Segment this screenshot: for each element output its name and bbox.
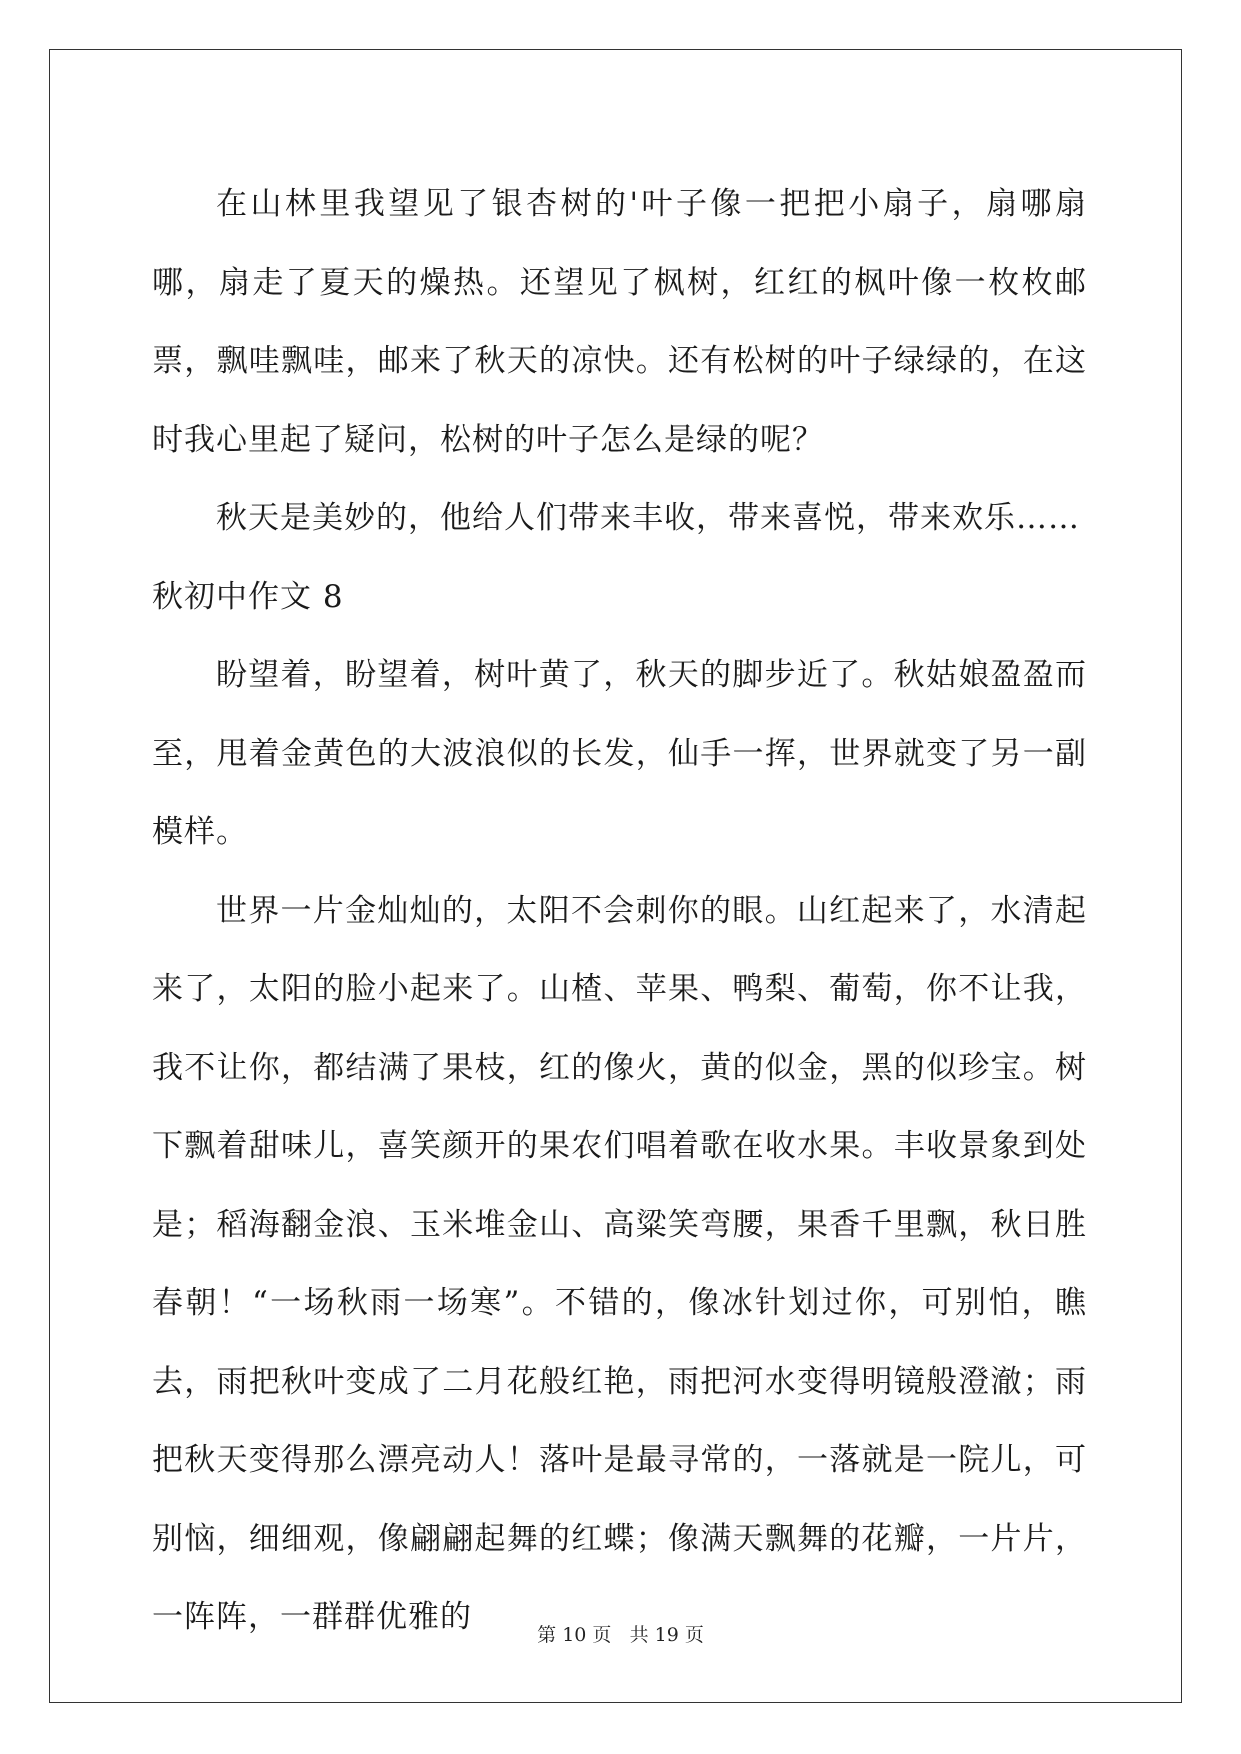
paragraph-autumn-arrives: 盼望着，盼望着，树叶黄了，秋天的脚步近了。秋姑娘盈盈而至，甩着金黄色的大波浪似的长发，仙手一挥，世界就变了另一副模样。 (152, 657, 1087, 850)
page-footer (0, 1620, 1241, 1647)
page-number: 第 10 页 (537, 1624, 612, 1646)
document-body (152, 165, 1087, 1657)
essay-heading: 秋初中作文 8 (152, 578, 344, 615)
paragraph-golden-world: 世界一片金灿灿的，太阳不会刺你的眼。山红起来了，水清起来了，太阳的脸小起来了。山楂、苹果、鸭梨、葡萄，你不让我，我不让你，都结满了果枝，红的像火，黄的似金，黑的似珍宝。树下飘着甜味儿，喜笑颜开的果农们唱着歌在收水果。丰收景象到处是；稻海翻金浪、玉米堆金山、高粱笑弯腰，果香千里飘，秋日胜春朝！“一场秋雨一场寒”。不错的，像冰针划过你，可别怕，瞧去，雨把秋叶变成了二月花般红艳，雨把河水变得明镜般澄澈；雨把秋天变得那么漂亮动人！落叶是最寻常的，一落就是一院儿，可别恼，细细观，像翩翩起舞的红蝶；像满天飘舞的花瓣，一片片，一阵阵，一群群优雅的 (152, 892, 1087, 1635)
paragraph-ginkgo-maple-pine: 在山林里我望见了银杏树的'叶子像一把把小扇子，扇哪扇哪，扇走了夏天的燥热。还望见了枫树，红红的枫叶像一枚枚邮票，飘哇飘哇，邮来了秋天的凉快。还有松树的叶子绿绿的，在这时我心里起了疑问，松树的叶子怎么是绿的呢？ (152, 186, 1087, 458)
paragraph-autumn-wonderful: 秋天是美妙的，他给人们带来丰收，带来喜悦，带来欢乐…… (216, 500, 1080, 536)
page-total: 共 19 页 (629, 1624, 704, 1646)
